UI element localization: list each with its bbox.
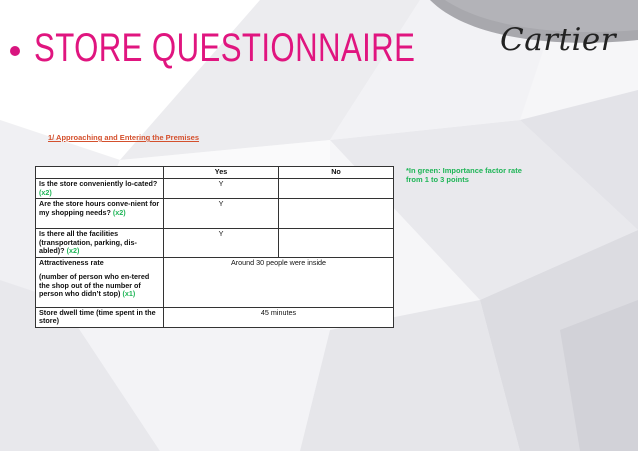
- no-cell: [279, 199, 394, 229]
- answer-cell: Around 30 people were inside: [164, 257, 394, 307]
- no-cell: [279, 229, 394, 258]
- question-cell: [36, 199, 164, 229]
- question-text: Are the store hours conve-nient for my shopping needs?: [39, 199, 160, 217]
- question-cell: [36, 229, 164, 258]
- factor-badge: (x1): [122, 289, 136, 298]
- answer-cell: 45 minutes: [164, 307, 394, 327]
- question-cell: [36, 257, 164, 307]
- question-text: Attractiveness rate: [39, 257, 104, 267]
- question-text: Is the store conveniently lo-cated?: [39, 179, 158, 188]
- questionnaire-table: [35, 166, 394, 328]
- bullet-icon: [10, 46, 20, 56]
- header-no: No: [279, 167, 394, 179]
- table-row: [36, 257, 394, 307]
- no-cell: [279, 179, 394, 199]
- factor-badge: (x2): [66, 246, 80, 255]
- table-row: [36, 199, 394, 229]
- header-question: [36, 167, 164, 179]
- yes-cell: Y: [164, 179, 279, 199]
- yes-cell: Y: [164, 229, 279, 258]
- question-detail: (number of person who en-tered the shop out of the number of person who didn’t stop): [39, 272, 150, 298]
- yes-cell: Y: [164, 199, 279, 229]
- question-text: Is there all the facilities (transportation, parking, dis-abled)?: [39, 229, 137, 255]
- question-text: Store dwell time (time spent in the store): [39, 307, 156, 325]
- page-title: STORE QUESTIONNAIRE: [34, 26, 416, 70]
- table-row: [36, 307, 394, 327]
- factor-badge: (x2): [39, 187, 52, 197]
- question-cell: [36, 179, 164, 199]
- table-row: [36, 229, 394, 258]
- factor-badge: (x2): [112, 207, 126, 217]
- question-cell: [36, 307, 164, 327]
- section-heading[interactable]: 1/ Approaching and Entering the Premises: [48, 133, 200, 142]
- brand-logo: Cartier: [500, 22, 617, 58]
- table-row: [36, 179, 394, 199]
- importance-note: *In green: Importance factor rate from 1 to 3 points: [406, 166, 522, 184]
- table-header-row: [36, 167, 394, 179]
- title-block: [10, 26, 523, 71]
- header-yes: Yes: [164, 167, 279, 179]
